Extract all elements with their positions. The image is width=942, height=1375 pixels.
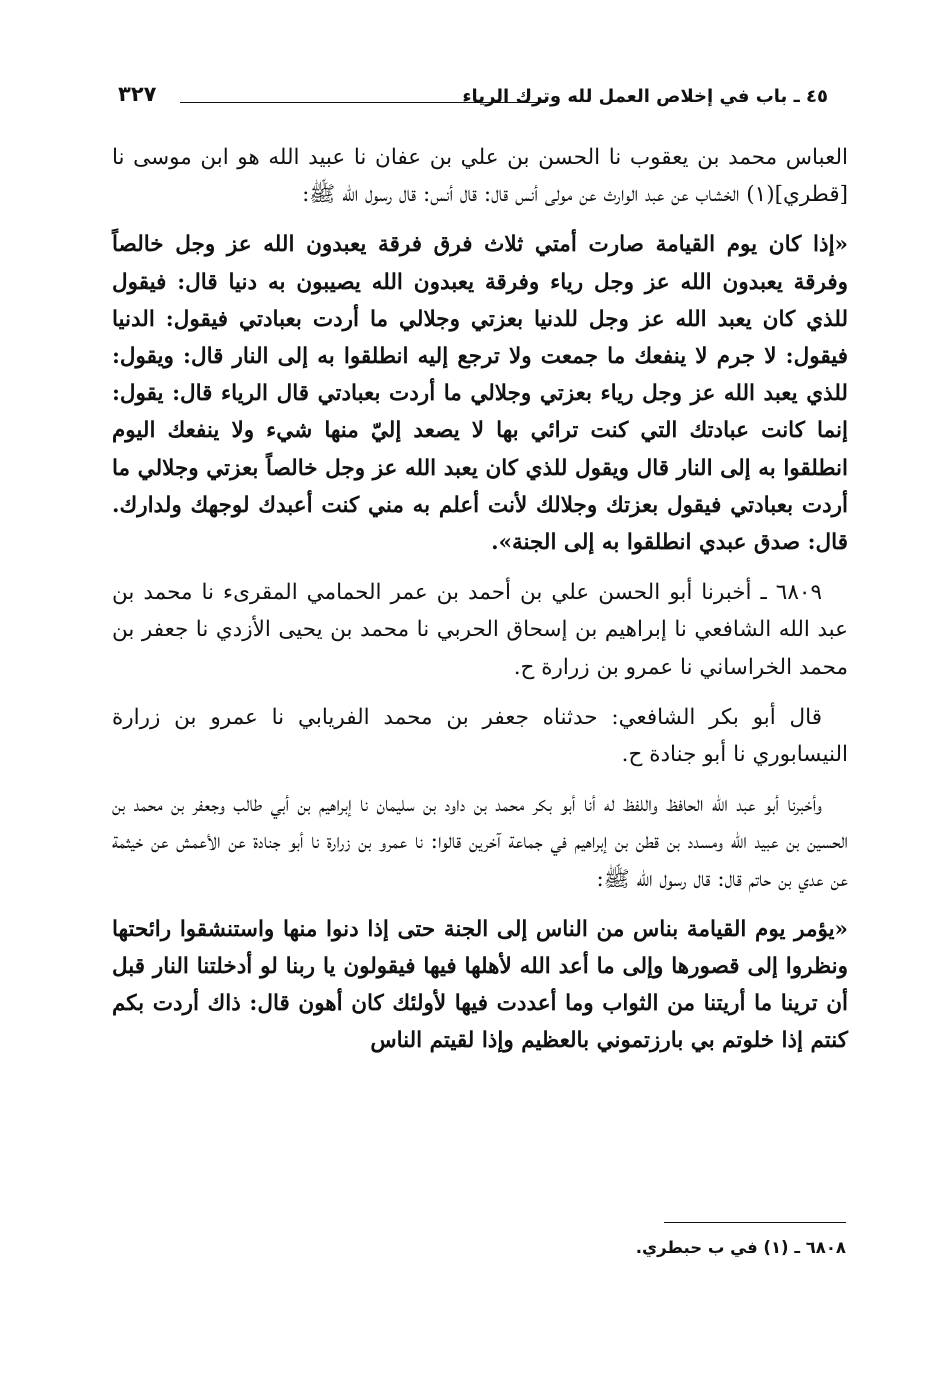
header-rule xyxy=(180,102,546,103)
page-header xyxy=(118,82,828,122)
footnote: ٦٨٠٨ ـ (١) في ب حبطري. xyxy=(635,1238,846,1257)
isnad-paragraph-2: قال أبو بكر الشافعي: حدثناه جعفر بن محمد الفريابي نا عمرو بن زرارة النيسابوري نا أبو جنادة ح. xyxy=(112,704,848,768)
footnote-rule xyxy=(664,1222,846,1223)
hadith-text-1: «إذا كان يوم القيامة صارت أمتي ثلاث فرق فرقة يعبدون الله عز وجل خالصاً وفرقة يعبدون الله عز وجل رياء وفرقة يعبدون الله يصيبون به دنيا قال: فيقول للذي كان يعبد الله عز وجل للدنيا بعزتي وجلالي ما أردت بعبادتي فيقول: الدنيا فيقول: لا جرم لا ينفعك ما جمعت ولا ترجع إليه انطلقوا به إلى النار قال: ويقول: للذي يعبد الله عز وجل رياء بعزتي وجلالي ما أردت بعبادتي قال الرياء قال: يقول: إنما كانت عبادتك التي كنت ترائي بها لا يصعد إليّ منها شيء ولا ينفعك اليوم انطلقوا به إلى النار قال ويقول للذي كان يعبد الله عز وجل خالصاً بعزتي وجلالي ما أردت بعبادتي فيقول بعزتك وجلالك لأنت أعلم به مني كنت أعبدك لوجهك ولدارك. قال: صدق عبدي انطلقوا به إلى الجنة». xyxy=(112,232,848,556)
chapter-title: ٤٥ ـ باب في إخلاص العمل لله وترك الرياء xyxy=(462,86,828,107)
hadith-6809-isnad: ٦٨٠٩ ـ أخبرنا أبو الحسن علي بن أحمد بن عمر الحمامي المقرىء نا محمد بن عبد الله الشافعي نا إبراهيم بن إسحاق الحربي نا محمد بن يحيى الأزدي نا جعفر بن محمد الخراساني نا عمرو بن زرارة ح. xyxy=(112,580,848,680)
isnad-paragraph-1: العباس محمد بن يعقوب نا الحسن بن علي بن عفان نا عبيد الله هو ابن موسى نا [قطري](١) الخشاب عن عبد الوارث عن مولى أنس قال: قال أنس: قال رسول الله ﷺ: xyxy=(112,145,848,208)
page-number: ٣٢٧ xyxy=(118,82,157,106)
isnad-paragraph-3: وأخبرنا أبو عبد الله الحافظ واللفظ له أنا أبو بكر محمد بن داود بن سليمان نا إبراهيم بن أبي طالب وجعفر بن محمد بن الحسين بن عبيد الله ومسدد بن قطن بن إبراهيم في جماعة آخرين قالوا: نا عمرو بن زرارة نا أبو جنادة عن الأعمش عن خيثمة عن عدي بن حاتم قال: قال رسول الله ﷺ: xyxy=(112,792,848,892)
body-text xyxy=(112,139,848,1060)
hadith-text-2: «يؤمر يوم القيامة بناس من الناس إلى الجنة حتى إذا دنوا منها واستنشقوا رائحتها ونظروا إلى قصورها وإلى ما أعد الله لأهلها فيها فيقولون يا ربنا لو أدخلتنا النار قبل أن ترينا ما أريتنا من الثواب وما أعددت فيها لأولئك كان أهون قال: ذاك أردت بكم كنتم إذا خلوتم بي بارزتموني بالعظيم وإذا لقيتم الناس xyxy=(112,916,848,1054)
